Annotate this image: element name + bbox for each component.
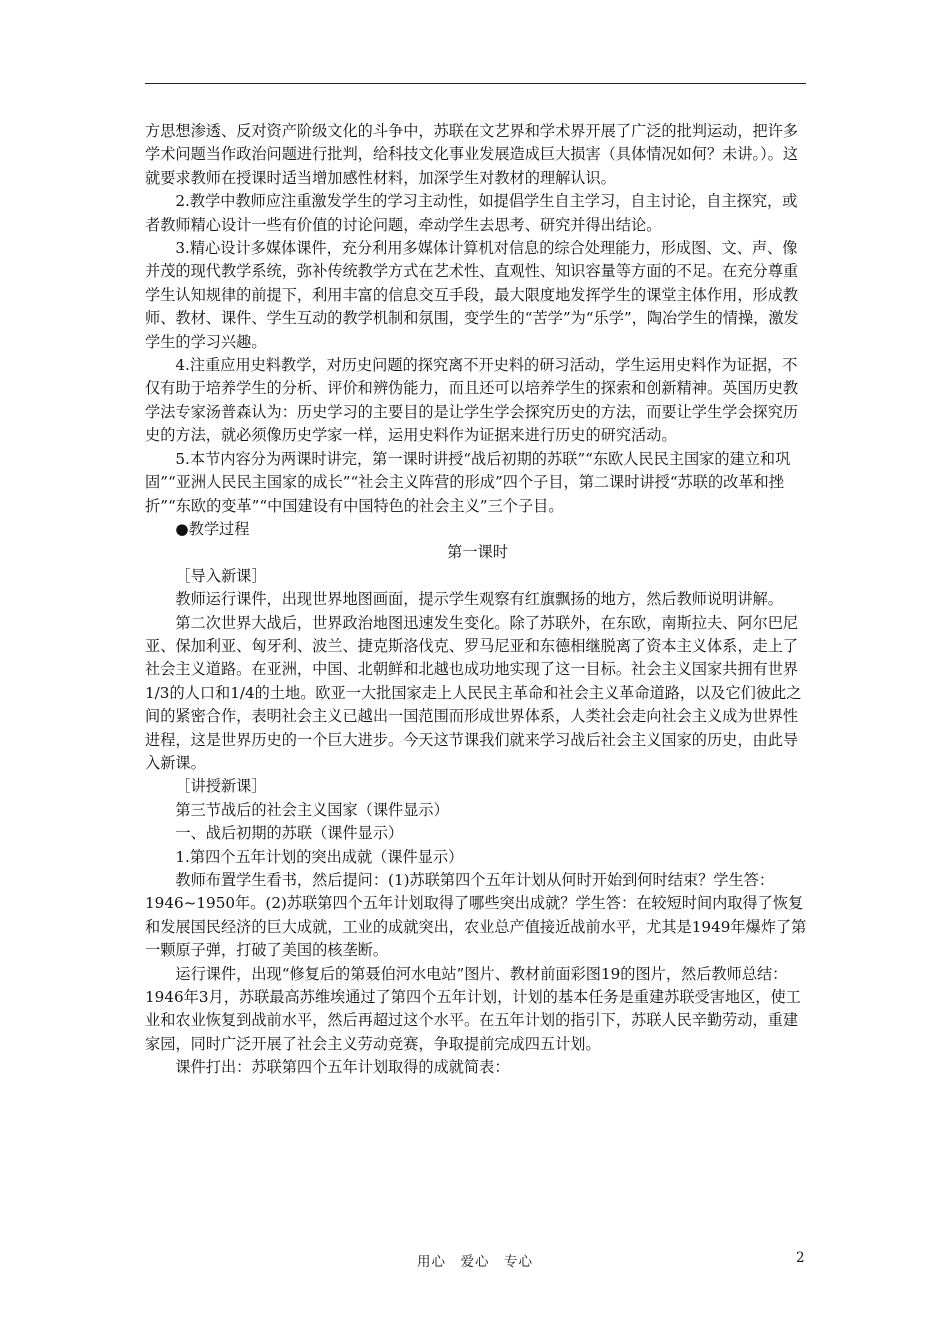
footer-motto: 用心 爱心 专心 <box>417 1254 533 1270</box>
paragraph-questions: 教师布置学生看书，然后提问：(1)苏联第四个五年计划从何时开始到何时结束？学生答：1946~1950年。(2)苏联第四个五年计划取得了哪些突出成就？学生答：在较短时间内取得了恢复和发展国民经济的巨大成就，工业的成就突出，农业总产值接近战前水平，尤其是1949年爆炸了第一颗原子弹，打破了美国的核垄断。 <box>145 871 807 960</box>
teach-heading: ［讲授新课］ <box>175 777 267 796</box>
lesson-title: 第一课时 <box>447 543 508 562</box>
paragraph-intro-activity: 教师运行课件，出现世界地图画面，提示学生观察有红旗飘扬的地方，然后教师说明讲解。 <box>175 590 783 609</box>
paragraph-point-4: 4.注重应用史料教学，对历史问题的探究离不开史料的研习活动，学生运用史料作为证据，不仅有助于培养学生的分析、评价和辨伪能力，而且还可以培养学生的探索和创新精神。英国历史教学法专家汤普森认为：历史学习的主要目的是让学生学会探究历史的方法，而要让学生学会探究历史的方法，就必须像历史学家一样，运用史料作为证据来进行历史的研究活动。 <box>145 356 799 445</box>
paragraph-continuation: 方思想渗透、反对资产阶级文化的斗争中，苏联在文艺界和学术界开展了广泛的批判运动，把许多学术问题当作政治问题进行批判，给科技文化事业发展造成巨大损害（具体情况如何？未讲。）。这就要求教师在授课时适当增加感性材料，加深学生对教材的理解认识。 <box>145 122 799 187</box>
page-number: 2 <box>796 1250 805 1266</box>
paragraph-point-2: 2.教学中教师应注重激发学生的学习主动性，如提倡学生自主学习，自主讨论，自主探究，或者教师精心设计一些有价值的讨论问题，牵动学生去思考、研究并得出结论。 <box>145 192 798 234</box>
item-title: 1.第四个五年计划的突出成就（课件显示） <box>175 847 464 866</box>
header-rule <box>145 83 806 84</box>
paragraph-intro-narrative: 第二次世界大战后，世界政治地图迅速发生变化。除了苏联外，在东欧，南斯拉夫、阿尔巴尼亚、保加利亚、匈牙利、波兰、捷克斯洛伐克、罗马尼亚和东德相继脱离了资本主义体系，走上了社会主义道路。在亚洲，中国、北朝鲜和北越也成功地实现了这一目标。社会主义国家共拥有世界1/3的人口和1/4的土地。欧亚一大批国家走上人民民主革命和社会主义革命道路，以及它们彼此之间的紧密合作，表明社会主义已越出一国范围而形成世界体系，人类社会走向社会主义成为世界性进程，这是世界历史的一个巨大进步。今天这节课我们就来学习战后社会主义国家的历史，由此导入新课。 <box>145 613 802 772</box>
paragraph-table-intro: 课件打出：苏联第四个五年计划取得的成就简表： <box>175 1058 510 1077</box>
teaching-process-heading: ●教学过程 <box>175 519 250 538</box>
section-title: 第三节战后的社会主义国家（课件显示） <box>175 800 449 819</box>
document-body <box>145 120 810 1080</box>
paragraph-point-3: 3.精心设计多媒体课件，充分利用多媒体计算机对信息的综合处理能力，形成图、文、声、像并茂的现代教学系统，弥补传统教学方式在艺术性、直观性、知识容量等方面的不足。在充分尊重学生认知规律的前提下，利用丰富的信息交互手段，最大限度地发挥学生的课堂主体作用，形成教师、教材、课件、学生互动的教学机制和氛围，变学生的“苦学”为“乐学”，陶冶学生的情操，激发学生的学习兴趣。 <box>145 239 799 351</box>
paragraph-point-5: 5.本节内容分为两课时讲完，第一课时讲授“战后初期的苏联”“东欧人民民主国家的建立和巩固”“亚洲人民民主国家的成长”“社会主义阵营的形成”四个子目，第二课时讲授“苏联的改革和挫折”“东欧的变革”“中国建设有中国特色的社会主义”三个子目。 <box>145 449 791 515</box>
intro-heading: ［导入新课］ <box>175 566 267 585</box>
paragraph-summary: 运行课件，出现“修复后的第聂伯河水电站”图片、教材前面彩图19的图片，然后教师总结：1946年3月，苏联最高苏维埃通过了第四个五年计划，计划的基本任务是重建苏联受害地区，使工业和农业恢复到战前水平，然后再超过这个水平。在五年计划的指引下，苏联人民辛勤劳动，重建家园，同时广泛开展了社会主义劳动竞赛，争取提前完成四五计划。 <box>145 964 801 1053</box>
subsection-title: 一、战后初期的苏联（课件显示） <box>175 824 404 843</box>
